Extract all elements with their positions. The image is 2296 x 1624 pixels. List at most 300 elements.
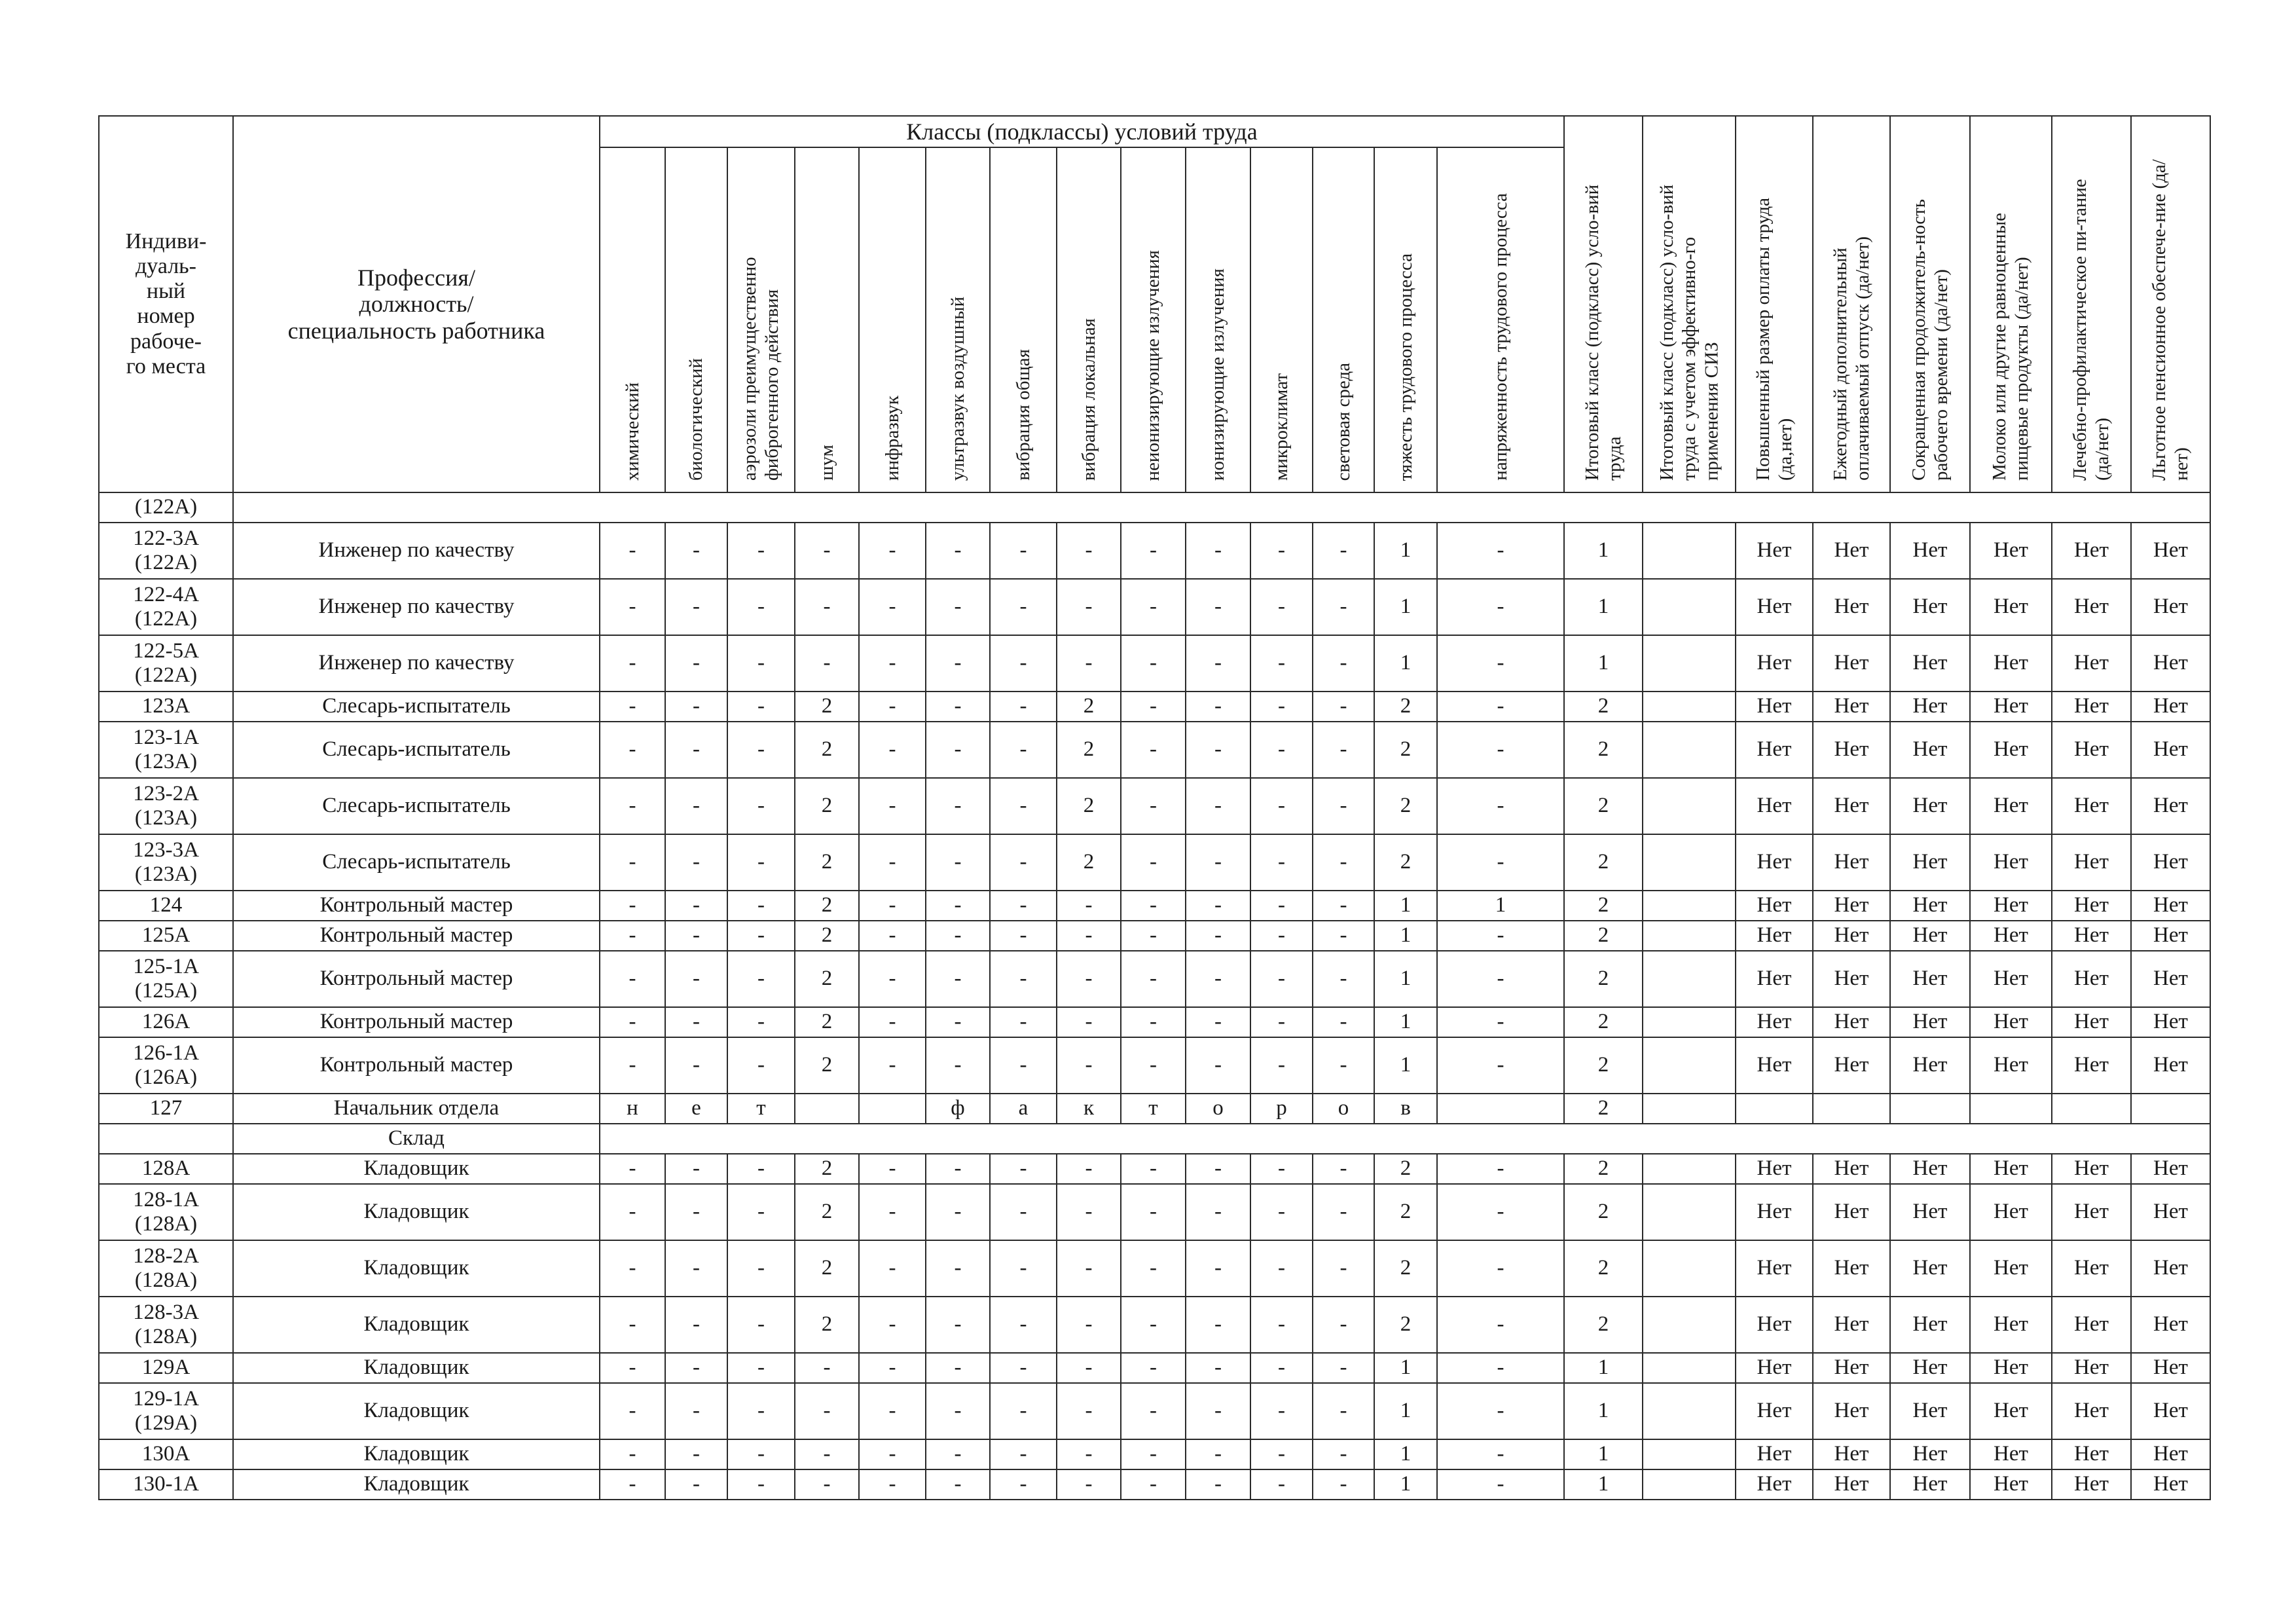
factor-class-cell: - — [926, 692, 990, 722]
table-row — [99, 492, 2210, 523]
factor-class-cell: - — [1121, 1469, 1186, 1500]
benefit-cell: Нет — [1736, 1007, 1813, 1037]
factor-class-cell: - — [727, 1037, 795, 1094]
header-factor-1 — [665, 147, 727, 492]
factor-class-cell: - — [1250, 921, 1313, 951]
factor-class-cell: - — [1313, 1007, 1374, 1037]
benefit-cell: Нет — [2131, 1297, 2210, 1353]
profession-cell: Кладовщик — [233, 1439, 600, 1469]
total-class-cell: 2 — [1564, 921, 1643, 951]
factor-class-cell: - — [1186, 834, 1250, 891]
factor-class-cell: - — [727, 635, 795, 692]
profession-cell: Кладовщик — [233, 1353, 600, 1383]
benefit-cell: Нет — [2052, 778, 2131, 834]
workplace-id-cell: 123А — [99, 692, 233, 722]
factor-class-cell: - — [990, 921, 1057, 951]
factor-class-cell: 1 — [1374, 891, 1437, 921]
profession-cell: Кладовщик — [233, 1383, 600, 1439]
profession-cell: Кладовщик — [233, 1240, 600, 1297]
factor-class-cell: 2 — [1374, 834, 1437, 891]
benefit-cell: Нет — [1890, 891, 1970, 921]
header-summary-1-label: Итоговый класс (подкласс) усло-вий труда с учетом эффективно-го применения СИЗ — [1656, 184, 1722, 481]
workplace-id-cell: 123-3А (123А) — [99, 834, 233, 891]
factor-class-cell: - — [1121, 1154, 1186, 1184]
factor-class-cell: - — [1250, 891, 1313, 921]
factor-class-cell: - — [990, 1007, 1057, 1037]
factor-class-cell: 2 — [795, 692, 859, 722]
factor-class-cell: - — [600, 1297, 665, 1353]
factor-class-cell: 2 — [1374, 1240, 1437, 1297]
factor-class-cell: - — [1121, 951, 1186, 1007]
factor-class-cell: - — [665, 523, 727, 579]
factor-class-cell: - — [1313, 1184, 1374, 1240]
benefit-cell: Нет — [2052, 1154, 2131, 1184]
factor-class-cell: - — [600, 523, 665, 579]
factor-class-cell: - — [926, 778, 990, 834]
factor-class-cell: - — [1186, 921, 1250, 951]
header-summary-3-label: Ежегодный дополнительный оплачиваемый отпуск (да/нет) — [1829, 236, 1873, 481]
total-class-cell: 1 — [1564, 579, 1643, 635]
benefit-cell: Нет — [1970, 1353, 2052, 1383]
benefit-cell: Нет — [2131, 834, 2210, 891]
benefit-cell — [1970, 1094, 2052, 1124]
factor-class-cell: - — [1437, 635, 1564, 692]
factor-class-cell: - — [727, 579, 795, 635]
factor-class-cell: а — [990, 1094, 1057, 1124]
header-factor-7-label: вибрация локальная — [1078, 318, 1099, 481]
benefit-cell: Нет — [2131, 951, 2210, 1007]
factor-class-cell: - — [1250, 778, 1313, 834]
benefit-cell: Нет — [1890, 635, 1970, 692]
factor-class-cell: - — [727, 921, 795, 951]
table-row — [99, 921, 2210, 951]
benefit-cell: Нет — [2131, 778, 2210, 834]
header-factor-2 — [727, 147, 795, 492]
factor-class-cell: - — [600, 1469, 665, 1500]
factor-class-cell: - — [1250, 722, 1313, 778]
table-row — [99, 1383, 2210, 1439]
factor-class-cell: 2 — [795, 1037, 859, 1094]
factor-class-cell: - — [859, 1240, 926, 1297]
workplace-id-cell: 127 — [99, 1094, 233, 1124]
workplace-id-cell: 130-1А — [99, 1469, 233, 1500]
header-factor-4 — [859, 147, 926, 492]
factor-class-cell: - — [1121, 1240, 1186, 1297]
factor-class-cell: - — [1437, 778, 1564, 834]
factor-class-cell: - — [1057, 1439, 1121, 1469]
benefit-cell: Нет — [1736, 635, 1813, 692]
benefit-cell: Нет — [1813, 1439, 1890, 1469]
factor-class-cell: 2 — [1374, 1184, 1437, 1240]
factor-class-cell: 2 — [795, 1007, 859, 1037]
benefit-cell: Нет — [1970, 1240, 2052, 1297]
factor-class-cell: - — [990, 722, 1057, 778]
total-class-siz-cell — [1643, 635, 1736, 692]
factor-class-cell: 1 — [1374, 1353, 1437, 1383]
factor-class-cell: - — [1186, 891, 1250, 921]
table-row — [99, 951, 2210, 1007]
factor-class-cell: - — [727, 951, 795, 1007]
factor-class-cell: - — [727, 1297, 795, 1353]
factor-class-cell: - — [1437, 1469, 1564, 1500]
benefit-cell: Нет — [1890, 1184, 1970, 1240]
header-factor-12 — [1374, 147, 1437, 492]
factor-class-cell: - — [926, 1007, 990, 1037]
benefit-cell: Нет — [1813, 951, 1890, 1007]
factor-class-cell: - — [1313, 778, 1374, 834]
factor-class-cell: - — [727, 1469, 795, 1500]
factor-class-cell: - — [859, 921, 926, 951]
factor-class-cell: - — [859, 523, 926, 579]
benefit-cell: Нет — [2131, 523, 2210, 579]
factor-class-cell: 2 — [795, 951, 859, 1007]
factor-class-cell: - — [1186, 1154, 1250, 1184]
factor-class-cell: - — [665, 1469, 727, 1500]
benefit-cell: Нет — [1970, 1184, 2052, 1240]
benefit-cell: Нет — [2131, 1037, 2210, 1094]
table-row — [99, 1037, 2210, 1094]
benefit-cell: Нет — [1890, 523, 1970, 579]
factor-class-cell: - — [990, 1297, 1057, 1353]
factor-class-cell: - — [1250, 635, 1313, 692]
benefit-cell: Нет — [1813, 692, 1890, 722]
benefit-cell: Нет — [1736, 951, 1813, 1007]
factor-class-cell: - — [665, 1154, 727, 1184]
factor-class-cell: - — [1437, 1240, 1564, 1297]
benefit-cell — [2131, 1094, 2210, 1124]
benefit-cell: Нет — [1890, 722, 1970, 778]
benefit-cell: Нет — [1736, 778, 1813, 834]
factor-class-cell: - — [795, 1469, 859, 1500]
factor-class-cell: - — [795, 1439, 859, 1469]
benefit-cell: Нет — [2052, 1037, 2131, 1094]
benefit-cell: Нет — [2131, 1240, 2210, 1297]
table-row — [99, 1353, 2210, 1383]
workplace-id-cell: 125-1А (125А) — [99, 951, 233, 1007]
benefit-cell: Нет — [1736, 523, 1813, 579]
factor-class-cell: 2 — [795, 1240, 859, 1297]
factor-class-cell: 2 — [795, 834, 859, 891]
profession-cell: Контрольный мастер — [233, 921, 600, 951]
factor-class-cell: - — [1313, 1439, 1374, 1469]
total-class-siz-cell — [1643, 1469, 1736, 1500]
profession-cell: Кладовщик — [233, 1184, 600, 1240]
profession-cell: Контрольный мастер — [233, 951, 600, 1007]
profession-cell: Слесарь-испытатель — [233, 692, 600, 722]
factor-class-cell: - — [926, 834, 990, 891]
workplace-id-cell: 125А — [99, 921, 233, 951]
benefit-cell: Нет — [2131, 692, 2210, 722]
benefit-cell: Нет — [1813, 1383, 1890, 1439]
factor-class-cell: - — [600, 778, 665, 834]
benefit-cell: Нет — [1813, 1469, 1890, 1500]
profession-cell: Инженер по качеству — [233, 523, 600, 579]
benefit-cell: Нет — [2131, 722, 2210, 778]
factor-class-cell: - — [859, 1439, 926, 1469]
total-class-siz-cell — [1643, 951, 1736, 1007]
factor-class-cell: - — [1250, 1007, 1313, 1037]
header-factor-10 — [1250, 147, 1313, 492]
benefit-cell: Нет — [1736, 1184, 1813, 1240]
benefit-cell: Нет — [2131, 1184, 2210, 1240]
header-summary-1 — [1643, 116, 1736, 492]
benefit-cell: Нет — [1813, 579, 1890, 635]
table-row — [99, 1094, 2210, 1124]
factor-class-cell: - — [795, 635, 859, 692]
factor-class-cell: - — [1057, 1469, 1121, 1500]
factor-class-cell: - — [859, 1383, 926, 1439]
factor-class-cell: - — [665, 1353, 727, 1383]
factor-class-cell: - — [1186, 722, 1250, 778]
header-summary-7-label: Льготное пенсионное обеспече-ние (да/нет) — [2149, 159, 2193, 481]
factor-class-cell: 1 — [1437, 891, 1564, 921]
workplace-id-cell: 129А — [99, 1353, 233, 1383]
factor-class-cell: - — [1437, 834, 1564, 891]
benefit-cell: Нет — [1970, 635, 2052, 692]
header-summary-5-label: Молоко или другие равноценные пищевые продукты (да/нет) — [1989, 212, 2033, 481]
factor-class-cell: - — [600, 1353, 665, 1383]
factor-class-cell: - — [926, 1439, 990, 1469]
benefit-cell — [1813, 1094, 1890, 1124]
total-class-siz-cell — [1643, 523, 1736, 579]
workplace-id-cell: (122А) — [99, 492, 233, 523]
factor-class-cell: - — [600, 834, 665, 891]
benefit-cell: Нет — [2052, 951, 2131, 1007]
benefit-cell: Нет — [1736, 1154, 1813, 1184]
header-factor-8 — [1121, 147, 1186, 492]
factor-class-cell: - — [1250, 523, 1313, 579]
factor-class-cell: - — [1250, 834, 1313, 891]
total-class-cell: 2 — [1564, 778, 1643, 834]
factor-class-cell: - — [859, 1297, 926, 1353]
factor-class-cell: - — [1437, 1439, 1564, 1469]
benefit-cell: Нет — [1736, 1240, 1813, 1297]
factor-class-cell: - — [1186, 951, 1250, 1007]
workplace-id-cell: 128-2А (128А) — [99, 1240, 233, 1297]
benefit-cell: Нет — [1813, 778, 1890, 834]
total-class-cell: 2 — [1564, 1240, 1643, 1297]
factor-class-cell: - — [1186, 1240, 1250, 1297]
benefit-cell: Нет — [1736, 579, 1813, 635]
factor-class-cell: - — [727, 834, 795, 891]
factor-class-cell: - — [1121, 921, 1186, 951]
factor-class-cell: - — [1313, 722, 1374, 778]
benefit-cell: Нет — [1813, 921, 1890, 951]
factor-class-cell: - — [1186, 778, 1250, 834]
factor-class-cell: - — [990, 1154, 1057, 1184]
benefit-cell: Нет — [1890, 1439, 1970, 1469]
header-factor-4-label: инфразвук — [881, 396, 903, 481]
factor-class-cell: - — [1437, 692, 1564, 722]
benefit-cell: Нет — [2052, 579, 2131, 635]
benefit-cell: Нет — [1970, 722, 2052, 778]
factor-class-cell: - — [795, 1353, 859, 1383]
factor-class-cell: - — [1250, 579, 1313, 635]
benefit-cell: Нет — [1736, 891, 1813, 921]
benefit-cell — [1736, 1094, 1813, 1124]
total-class-siz-cell — [1643, 722, 1736, 778]
header-summary-2-label: Повышенный размер оплаты труда (да,нет) — [1752, 198, 1796, 481]
benefit-cell: Нет — [2052, 1184, 2131, 1240]
header-summary-2 — [1736, 116, 1813, 492]
factor-class-cell: - — [600, 1184, 665, 1240]
benefit-cell: Нет — [2052, 1383, 2131, 1439]
workplace-id-cell: 126А — [99, 1007, 233, 1037]
factor-class-cell: - — [665, 635, 727, 692]
factor-class-cell: - — [1250, 692, 1313, 722]
workplace-id-cell: 122-5А (122А) — [99, 635, 233, 692]
factor-class-cell: - — [1437, 1353, 1564, 1383]
factor-class-cell: - — [1313, 1383, 1374, 1439]
factor-class-cell: - — [1313, 1037, 1374, 1094]
factor-class-cell: - — [990, 778, 1057, 834]
total-class-siz-cell — [1643, 579, 1736, 635]
benefit-cell: Нет — [1813, 1154, 1890, 1184]
profession-cell: Контрольный мастер — [233, 891, 600, 921]
factor-class-cell: - — [1121, 1383, 1186, 1439]
table-row — [99, 1184, 2210, 1240]
table-row — [99, 1154, 2210, 1184]
total-class-cell: 1 — [1564, 1353, 1643, 1383]
factor-class-cell: - — [1121, 891, 1186, 921]
header-summary-4-label: Сокращенная продолжитель-ность рабочего времени (да/нет) — [1908, 198, 1952, 481]
profession-cell: Кладовщик — [233, 1469, 600, 1500]
benefit-cell: Нет — [2052, 1353, 2131, 1383]
profession-cell: Инженер по качеству — [233, 579, 600, 635]
workplace-id-cell: 122-3А (122А) — [99, 523, 233, 579]
factor-class-cell: - — [1313, 951, 1374, 1007]
factor-class-cell: 2 — [1374, 778, 1437, 834]
benefit-cell: Нет — [2052, 834, 2131, 891]
benefit-cell: Нет — [1890, 1007, 1970, 1037]
factor-class-cell: - — [990, 891, 1057, 921]
benefit-cell: Нет — [1813, 1037, 1890, 1094]
factor-class-cell: - — [1313, 834, 1374, 891]
factor-class-cell: - — [1250, 1184, 1313, 1240]
factor-class-cell: - — [665, 778, 727, 834]
benefit-cell: Нет — [1890, 1383, 1970, 1439]
total-class-siz-cell — [1643, 1184, 1736, 1240]
factor-class-cell: - — [1186, 635, 1250, 692]
factor-class-cell: - — [926, 523, 990, 579]
factor-class-cell: 2 — [795, 1154, 859, 1184]
workplace-id-cell: 124 — [99, 891, 233, 921]
benefit-cell: Нет — [1813, 1184, 1890, 1240]
factor-class-cell: 2 — [1057, 834, 1121, 891]
factor-class-cell: 1 — [1374, 1469, 1437, 1500]
factor-class-cell: - — [1250, 1154, 1313, 1184]
factor-class-cell: - — [600, 1439, 665, 1469]
benefit-cell: Нет — [1970, 1439, 2052, 1469]
factor-class-cell — [859, 1094, 926, 1124]
benefit-cell: Нет — [2052, 1240, 2131, 1297]
total-class-cell: 2 — [1564, 834, 1643, 891]
benefit-cell: Нет — [2131, 1383, 2210, 1439]
factor-class-cell: - — [1186, 1439, 1250, 1469]
section-heading: Склад — [233, 1124, 600, 1154]
factor-class-cell: - — [1121, 722, 1186, 778]
factor-class-cell: - — [600, 579, 665, 635]
factor-class-cell: - — [665, 722, 727, 778]
factor-class-cell: - — [665, 834, 727, 891]
factor-class-cell: - — [1313, 1240, 1374, 1297]
factor-class-cell: - — [1057, 921, 1121, 951]
total-class-siz-cell — [1643, 1383, 1736, 1439]
table-row — [99, 1439, 2210, 1469]
factor-class-cell: - — [1313, 1297, 1374, 1353]
benefit-cell: Нет — [1813, 1297, 1890, 1353]
header-factor-5-label: ультразвук воздушный — [947, 296, 968, 481]
factor-class-cell: - — [727, 1154, 795, 1184]
header-factor-3-label: шум — [816, 445, 837, 481]
benefit-cell: Нет — [2052, 1297, 2131, 1353]
benefit-cell: Нет — [1890, 1469, 1970, 1500]
header-factor-2-label: аэрозоли преимущественно фиброгенного действия — [739, 257, 783, 481]
factor-class-cell: - — [1250, 1469, 1313, 1500]
header-summary-6-label: Лечебно-профилактическое пи-тание (да/нет) — [2069, 179, 2113, 481]
factor-class-cell: о — [1313, 1094, 1374, 1124]
profession-cell: Кладовщик — [233, 1154, 600, 1184]
benefit-cell: Нет — [1736, 692, 1813, 722]
factor-class-cell: 2 — [1374, 692, 1437, 722]
factor-class-cell: - — [1186, 1037, 1250, 1094]
total-class-cell: 2 — [1564, 722, 1643, 778]
benefit-cell: Нет — [1970, 1007, 2052, 1037]
factor-class-cell: 1 — [1374, 1007, 1437, 1037]
factor-class-cell: - — [926, 722, 990, 778]
benefit-cell: Нет — [1813, 722, 1890, 778]
factor-class-cell: - — [926, 1353, 990, 1383]
benefit-cell: Нет — [1890, 692, 1970, 722]
factor-class-cell: - — [600, 951, 665, 1007]
factor-class-cell: - — [600, 1007, 665, 1037]
benefit-cell: Нет — [1970, 921, 2052, 951]
benefit-cell: Нет — [1890, 1240, 1970, 1297]
factor-class-cell: - — [600, 635, 665, 692]
factor-class-cell: - — [727, 722, 795, 778]
benefit-cell: Нет — [1813, 1353, 1890, 1383]
total-class-siz-cell — [1643, 1353, 1736, 1383]
factor-class-cell: - — [1057, 1037, 1121, 1094]
factor-class-cell: - — [1121, 1037, 1186, 1094]
factor-class-cell: - — [990, 1184, 1057, 1240]
benefit-cell: Нет — [2052, 1007, 2131, 1037]
factor-class-cell: - — [1186, 1353, 1250, 1383]
factor-class-cell: - — [926, 579, 990, 635]
factor-class-cell: - — [859, 891, 926, 921]
factor-class-cell: - — [859, 778, 926, 834]
benefit-cell: Нет — [1736, 1037, 1813, 1094]
factor-class-cell: - — [727, 1383, 795, 1439]
benefit-cell: Нет — [1970, 951, 2052, 1007]
factor-class-cell: т — [727, 1094, 795, 1124]
factor-class-cell: - — [926, 921, 990, 951]
factor-class-cell: 1 — [1374, 523, 1437, 579]
factor-class-cell: - — [1186, 1383, 1250, 1439]
factor-class-cell: - — [990, 1439, 1057, 1469]
factor-class-cell: - — [926, 891, 990, 921]
table-row — [99, 579, 2210, 635]
factor-class-cell: - — [1121, 1353, 1186, 1383]
factor-class-cell: - — [727, 778, 795, 834]
total-class-siz-cell — [1643, 1154, 1736, 1184]
table-row — [99, 1240, 2210, 1297]
total-class-cell: 2 — [1564, 891, 1643, 921]
total-class-cell: 1 — [1564, 523, 1643, 579]
factor-class-cell: 2 — [795, 1297, 859, 1353]
factor-class-cell: - — [926, 1154, 990, 1184]
factor-class-cell: р — [1250, 1094, 1313, 1124]
